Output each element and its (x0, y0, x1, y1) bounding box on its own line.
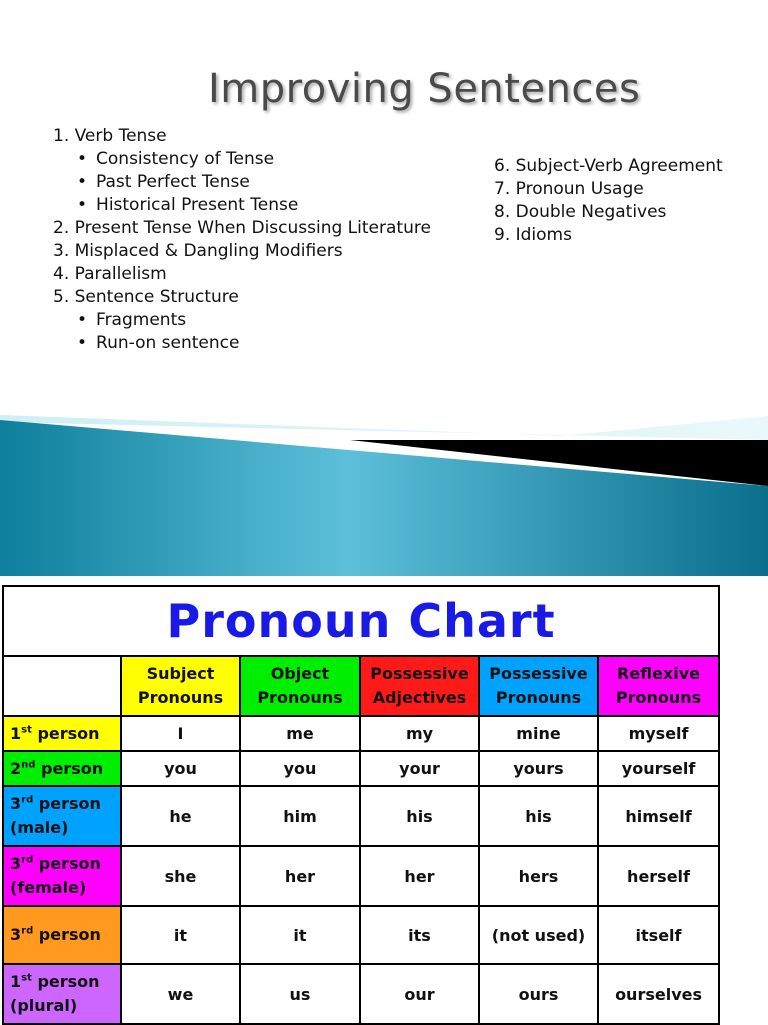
column-header (479, 656, 598, 716)
row-label-line1 (10, 792, 120, 816)
table-row (3, 716, 719, 751)
table-cell: himself (598, 786, 719, 846)
row-label-text: person (33, 925, 101, 944)
table-row (3, 846, 719, 906)
row-label-number: 3 (10, 854, 22, 873)
column-header (598, 656, 719, 716)
list-item: 2. Present Tense When Discussing Literature (53, 218, 431, 238)
table-row (3, 906, 719, 964)
table-cell: she (121, 846, 240, 906)
row-label-number: 1 (10, 972, 22, 991)
table-cell: yours (479, 751, 598, 786)
row-label-line2: (female) (10, 878, 87, 897)
table-cell: ours (479, 964, 598, 1024)
list-item: 9. Idioms (494, 225, 572, 245)
table-row (3, 786, 719, 846)
sub-list-item-label: Consistency of Tense (96, 149, 275, 169)
row-label-number: 2 (10, 758, 22, 778)
decorative-banner (0, 400, 768, 576)
row-label-text: person (33, 854, 101, 873)
sub-list-item (53, 171, 431, 194)
row-label-ordinal: st (21, 724, 32, 736)
table-cell: he (121, 786, 240, 846)
column-header-line2: Pronouns (257, 688, 343, 707)
sub-list-item-label: Historical Present Tense (96, 195, 299, 215)
column-header-line1: Subject (146, 664, 215, 683)
sub-list-item-label: Fragments (96, 310, 187, 330)
pronoun-table (2, 585, 720, 1025)
row-label-ordinal: nd (21, 759, 36, 771)
pronoun-chart (0, 585, 720, 1024)
row-label-text: person (35, 758, 104, 778)
table-cell: me (240, 716, 360, 751)
table-cell: him (240, 786, 360, 846)
column-header-line2: Pronouns (495, 688, 582, 707)
table-row (3, 964, 719, 1024)
left-list (53, 125, 431, 355)
list-item: 6. Subject-Verb Agreement (494, 156, 723, 176)
row-label (3, 786, 121, 846)
table-cell: it (240, 906, 360, 964)
table-cell: (not used) (479, 906, 598, 964)
row-label-line2: (plural) (10, 996, 78, 1015)
list-item: 8. Double Negatives (494, 202, 667, 222)
row-label-number: 1 (10, 723, 22, 743)
table-cell: you (121, 751, 240, 786)
table-cell: hers (479, 846, 598, 906)
table-cell: you (240, 751, 360, 786)
row-label-ordinal: st (21, 972, 32, 984)
row-label-ordinal: rd (21, 925, 34, 937)
column-header-line1: Possessive (370, 664, 469, 683)
table-cell: us (240, 964, 360, 1024)
list-item: 4. Parallelism (53, 264, 167, 284)
row-label (3, 716, 121, 751)
table-row (3, 751, 719, 786)
table-cell: mine (479, 716, 598, 751)
table-cell: yourself (598, 751, 719, 786)
list-item: 3. Misplaced & Dangling Modifiers (53, 241, 343, 261)
column-header-line2: Pronouns (615, 688, 702, 707)
column-header-line1: Reflexive (617, 664, 701, 683)
row-label-line1 (10, 722, 120, 746)
row-label-number: 3 (10, 794, 22, 813)
row-label-line1 (10, 757, 120, 781)
row-label-line1 (10, 852, 120, 876)
row-label-ordinal: rd (21, 794, 34, 806)
table-cell: ourselves (598, 964, 719, 1024)
row-label (3, 964, 121, 1024)
list-item: 7. Pronoun Usage (494, 179, 644, 199)
slide-title: Improving Sentences (208, 66, 641, 112)
row-label (3, 751, 121, 786)
row-label (3, 846, 121, 906)
table-cell: myself (598, 716, 719, 751)
column-header (121, 656, 240, 716)
sub-list-item (53, 194, 431, 217)
table-cell: herself (598, 846, 719, 906)
row-label-line1 (10, 923, 120, 947)
table-cell: my (360, 716, 479, 751)
table-cell: it (121, 906, 240, 964)
right-list (494, 155, 723, 247)
table-cell: we (121, 964, 240, 1024)
row-label-text: person (33, 794, 101, 813)
sub-list-item (53, 309, 431, 332)
table-cell: I (121, 716, 240, 751)
sub-list-item-label: Run-on sentence (96, 333, 240, 353)
column-header-line1: Possessive (489, 664, 588, 683)
row-label (3, 906, 121, 964)
row-label-ordinal: rd (21, 854, 34, 866)
table-cell: his (360, 786, 479, 846)
table-cell: its (360, 906, 479, 964)
row-label-line1 (10, 970, 120, 994)
sub-list-item (53, 148, 431, 171)
list-item: 5. Sentence Structure (53, 287, 239, 307)
row-label-text: person (31, 972, 100, 991)
table-cell: her (360, 846, 479, 906)
column-header-line2: Pronouns (137, 688, 224, 707)
corner-cell (3, 656, 121, 716)
table-cell: your (360, 751, 479, 786)
row-label-number: 3 (10, 925, 22, 944)
table-cell: his (479, 786, 598, 846)
sub-list-item (53, 332, 431, 355)
table-cell: our (360, 964, 479, 1024)
column-header (240, 656, 360, 716)
row-label-line2: (male) (10, 818, 69, 837)
chart-title: Pronoun Chart (3, 586, 719, 656)
row-label-text: person (31, 723, 100, 743)
column-header-line2: Adjectives (372, 688, 467, 707)
table-cell: itself (598, 906, 719, 964)
column-header-line1: Object (270, 664, 330, 683)
column-header (360, 656, 479, 716)
table-cell: her (240, 846, 360, 906)
list-item: 1. Verb Tense (53, 126, 167, 146)
sub-list-item-label: Past Perfect Tense (96, 172, 250, 192)
